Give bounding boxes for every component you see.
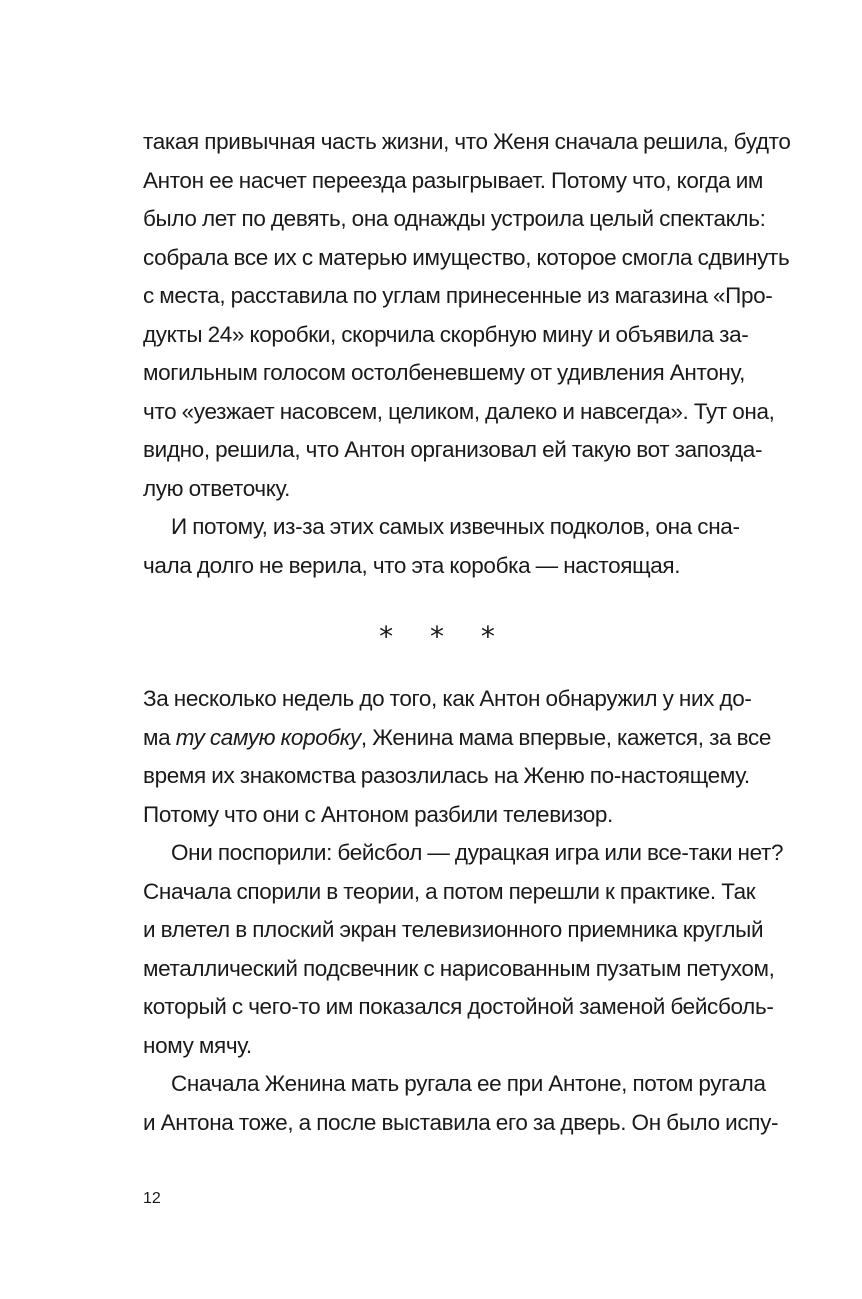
text-line: дукты 24» коробки, скорчила скорбную мину и объявила за- bbox=[143, 321, 749, 347]
text-line-paragraph-end: лую ответочку. bbox=[143, 475, 291, 501]
text-line-with-italic bbox=[143, 719, 772, 758]
text-line: собрала все их с матерью имущество, которое смогла сдвинуть bbox=[143, 244, 790, 270]
text-block-1 bbox=[143, 123, 791, 585]
text-line: металлический подсвечник с нарисованным пузатым петухом, bbox=[143, 955, 775, 981]
text-line-paragraph-end: ному мячу. bbox=[143, 1032, 252, 1058]
paragraph-first-line: Сначала Женина мать ругала ее при Антоне, потом ругала bbox=[171, 1071, 766, 1096]
text-line-paragraph-end: Потому что они с Антоном разбили телевизор. bbox=[143, 801, 613, 827]
text-line: который с чего-то им показался достойной заменой бейсболь- bbox=[143, 994, 774, 1019]
text-line: и Антона тоже, а после выставила его за дверь. Он было испу- bbox=[143, 1109, 779, 1135]
text-line: видно, решила, что Антон организовал ей такую вот запозда- bbox=[143, 437, 763, 462]
paragraph-first-line: И потому, из-за этих самых извечных подколов, она сна- bbox=[171, 514, 740, 539]
text-line: с места, расставила по углам принесенные из магазина «Про- bbox=[143, 283, 773, 308]
section-separator: * * * bbox=[379, 620, 509, 653]
paragraph-first-line: Они поспорили: бейсбол — дурацкая игра или все-таки нет? bbox=[171, 840, 784, 865]
text-line: время их знакомства разозлилась на Женю по-настоящему. bbox=[143, 763, 750, 788]
text-block-2 bbox=[143, 680, 784, 1142]
text-line: было лет по девять, она однажды устроила целый спектакль: bbox=[143, 206, 766, 231]
text-line: Антон ее насчет переезда разыгрывает. Потому что, когда им bbox=[143, 167, 764, 193]
page-number: 12 bbox=[143, 1190, 161, 1207]
text-line: такая привычная часть жизни, что Женя сначала решила, будто bbox=[143, 129, 791, 154]
text-line: могильным голосом остолбеневшему от удивления Антону, bbox=[143, 360, 745, 385]
text-line-paragraph-end: чала долго не верила, что эта коробка — настоящая. bbox=[143, 552, 681, 578]
text-fragment: , Женина мама впервые, кажется, за все bbox=[360, 724, 772, 750]
text-line: За несколько недель до того, как Антон обнаружил у них до- bbox=[143, 686, 752, 711]
text-fragment: ма bbox=[143, 724, 176, 750]
italic-phrase: ту самую коробку bbox=[175, 724, 361, 750]
text-line: что «уезжает насовсем, целиком, далеко и навсегда». Тут она, bbox=[143, 398, 775, 424]
text-line: и влетел в плоский экран телевизионного приемника круглый bbox=[143, 917, 764, 942]
text-line: Сначала спорили в теории, а потом перешли к практике. Так bbox=[143, 878, 756, 904]
